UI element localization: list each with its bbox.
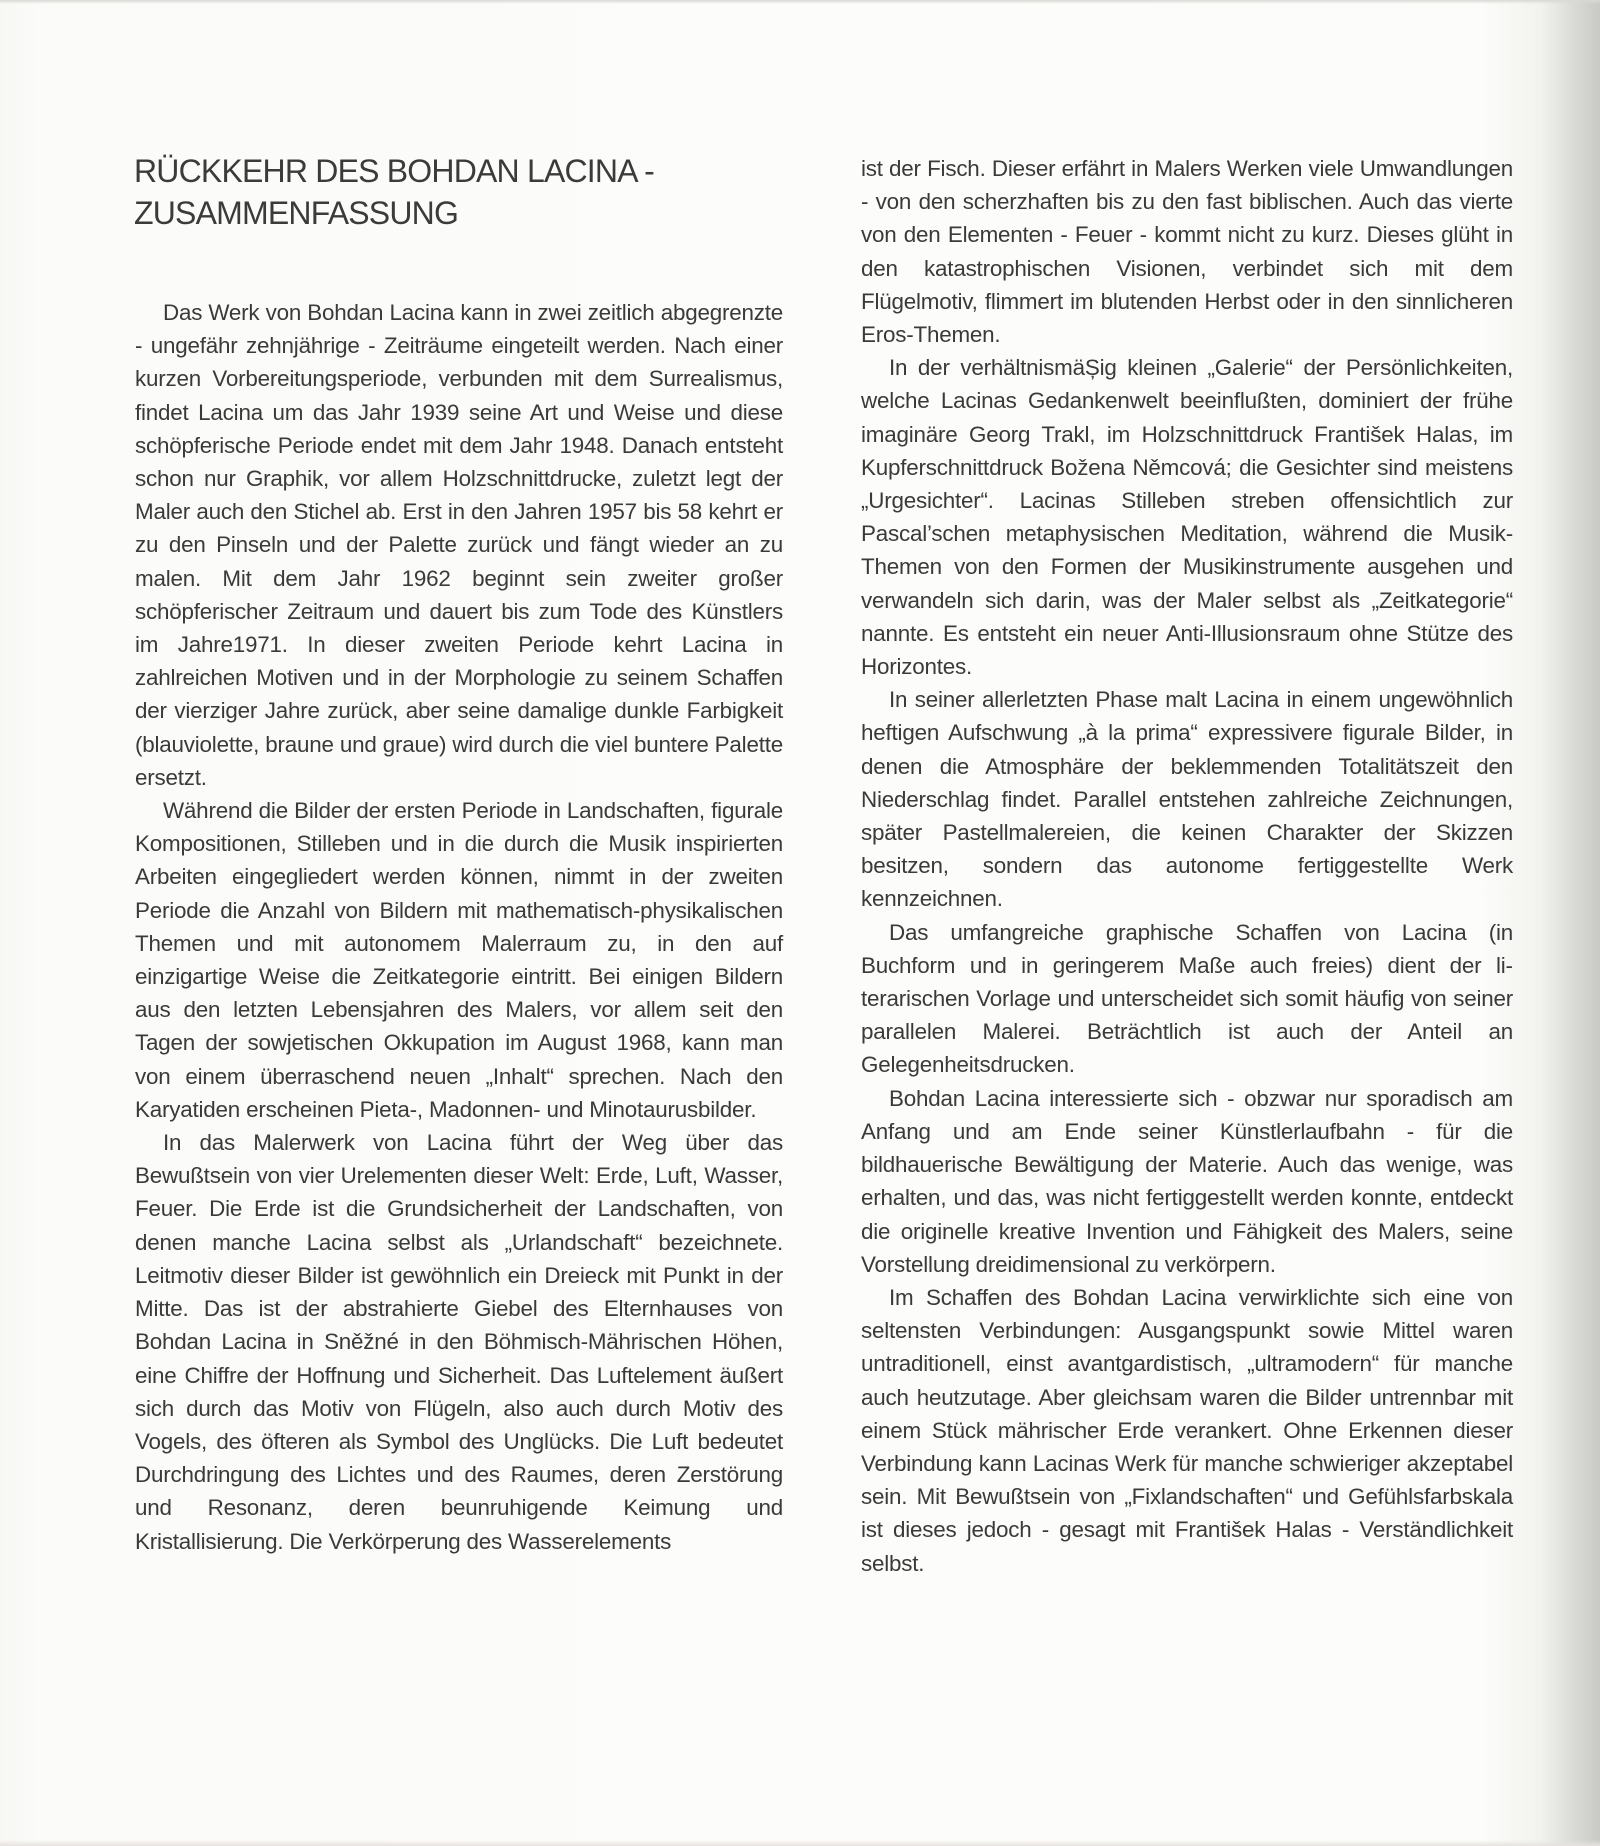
paragraph: In das Malerwerk von Lacina führt der Weg über das Bewußtsein von vier Urelementen dieser Welt: Erde, Luft, Wasser, Feuer. Die Erde ist die Grundsicherheit der Landschaften, von denen manche Lacina selbst als „Urlandschaft“ bezeichnete. Leitmotiv dieser Bilder ist gewöhnlich ein Dreieck mit Punkt in der Mitte. Das ist der abstrahierte Giebel des Elternhauses von Bohdan Lacina in Sněžné in den Böhmisch-Mährischen Höhen, eine Chiffre der Hoffnung und Sicherheit. Das Luftelement äußert sich durch das Motiv von Flügeln, also auch durch Motiv des Vogels, des öfteren als Symbol des Unglücks. Die Luft bedeutet Durchdringung des Lichtes und des Raumes, deren Zerstörung und Resonanz, deren beunruhigende Keimung und Kristallisierung. Die Verkörperung des Wasserelements <box>135 1130 783 1554</box>
paragraph: Während die Bilder der ersten Periode in Landschaften, figurale Kompositionen, Stilleben und in die durch die Musik inspirierten Arbeiten eingegliedert werden können, nimmt in der zweiten Periode die Anzahl von Bildern mit mathematisch-physikalischen Themen und mit autonomem Malerraum zu, in den auf einzigartige Weise die Zeitkategorie eintritt. Bei einigen Bildern aus den letzten Lebensjahren des Malers, vor allem seit den Tagen der sowjetischen Okkupation im August 1968, kann man von einem überraschend neuen „Inhalt“ sprechen. Nach den Karyatiden erscheinen Pieta-, Madonnen- und Minotaurusbilder. <box>135 798 783 1122</box>
paragraph: Bohdan Lacina interessierte sich - obzwar nur sporadisch am Anfang und am Ende seiner Künstlerlaufbahn - für die bildhauerische Bewältigung der Materie. Auch das wenige, was erhalten, und das, was nicht fertiggestellt werden konnte, entdeckt die originelle kreative Invention und Fähigkeit des Malers, seine Vorstellung dreidimensional zu verkörpern. <box>861 1085 1513 1277</box>
page-bottom-edge <box>0 1840 1600 1846</box>
paragraph-continuation: ist der Fisch. Dieser erfährt in Malers Werken viele Umwandlungen - von den scherzhaften bis zu den fast biblischen. Auch das vierte von den Elementen - Feuer - kommt nicht zu kurz. Dieses glüht in den katastrophischen Visionen, verbindet sich mit dem Flügelmotiv, flimmert im blutenden Herbst oder in den sinnlicheren Eros-Themen. <box>861 156 1513 348</box>
page-top-edge <box>0 0 1600 4</box>
left-text-column <box>135 296 783 1558</box>
page-title-line-2: ZUSAMMENFASSUNG <box>134 195 459 231</box>
paragraph: Das Werk von Bohdan Lacina kann in zwei zeitlich abgegrenzte - ungefähr zehnjährige - Zeiträume eingeteilt werden. Nach einer kurzen Vorbereitungsperiode, verbunden mit dem Surrealismus, findet Lacina um das Jahr 1939 seine Art und Weise und diese schöpferische Periode endet mit dem Jahr 1948. Danach entsteht schon nur Graphik, vor allem Holzschnittdrucke, zuletzt legt der Maler auch den Stichel ab. Erst in den Jahren 1957 bis 58 kehrt er zu den Pinseln und der Palette zurück und fängt wieder an zu malen. Mit dem Jahr 1962 beginnt sein zweiter großer schöpferischer Zeitraum und dauert bis zum Tode des Künstlers im Jahre1971. In dieser zweiten Periode kehrt Lacina in zahlreichen Motiven und in der Morphologie zu seinem Schaffen der vierziger Jahre zurück, aber seine damalige dunkle Farbigkeit (blauviolette, braune und graue) wird durch die viel buntere Palette ersetzt. <box>135 300 783 790</box>
right-text-column <box>861 152 1513 1580</box>
page-title-line-1: RÜCKKEHR DES BOHDAN LACINA - <box>134 153 654 189</box>
page-title <box>134 150 774 234</box>
paragraph: In seiner allerletzten Phase malt Lacina in einem ungewöhnlich heftigen Aufschwung „à la prima“ expressivere figurale Bilder, in denen die Atmosphäre der beklemmenden Totalitätszeit den Niederschlag findet. Parallel entstehen zahlreiche Zeichnungen, später Pastellmalereien, die keinen Charakter der Skizzen besitzen, sondern das autonome fertiggestellte Werk kennzeichnen. <box>861 687 1513 912</box>
paragraph: Im Schaffen des Bohdan Lacina verwirklichte sich eine von seltensten Verbindungen: Ausgangspunkt sowie Mittel waren untraditionell, einst avantgardistisch, „ultramodern“ für manche auch heutzutage. Aber gleichsam waren die Bilder untrennbar mit einem Stück mährischer Erde verankert. Ohne Erkennen dieser Verbindung kann Lacinas Werk für manche schwieriger akzeptabel sein. Mit Bewußtsein von „Fixlandschaften“ und Gefühlsfarbskala ist dieses jedoch - gesagt mit František Halas - Verständlichkeit selbst. <box>861 1284 1513 1576</box>
paragraph: In der verhältnismäȘig kleinen „Galerie“ der Persönlichkeiten, welche Lacinas Gedankenwelt beeinflußten, dominiert der frühe imaginäre Georg Trakl, im Holzschnittdruck František Halas, im Kupferschnittdruck Božena Němcová; die Gesichter sind meistens „Urgesichter“. Lacinas Stilleben streben offensichtlich zur Pascal’schen metaphysischen Meditation, während die Musik-Themen von den Formen der Musikinstrumente ausgehen und verwandeln sich darin, was der Maler selbst als „Zeitkategorie“ nannte. Es entsteht ein neuer Anti-Illusionsraum ohne Stütze des Horizontes. <box>861 355 1513 680</box>
paragraph: Das umfangreiche graphische Schaffen von Lacina (in Buchform und in geringerem Maße auch freies) dient der literarischen Vorlage und unterscheidet sich somit häufig von seiner parallelen Malerei. Beträchtlich ist auch der Anteil an Gelegenheitsdrucken. <box>861 919 1513 1078</box>
